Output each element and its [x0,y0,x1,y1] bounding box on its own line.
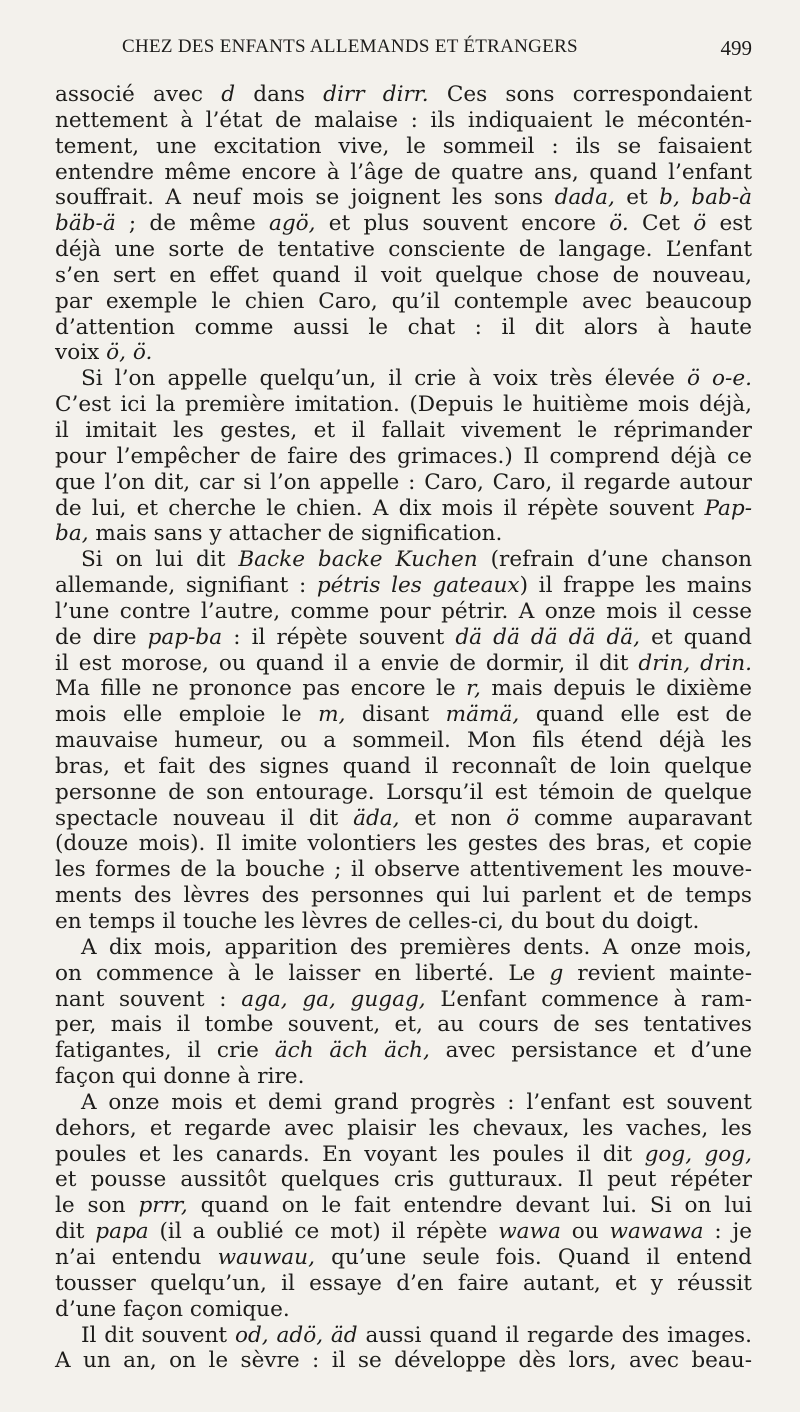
text-line [55,780,752,806]
text-run: les formes de la bouche ; il observe attentivement les mouve- [55,857,752,883]
page-number: 499 [720,36,752,60]
text-run: per, mais il tombe souvent, et, au cours de ses tentatives [55,1012,752,1038]
italic-term: od, adö, äd [234,1322,358,1348]
text-run: de dire [55,624,148,650]
text-line [55,1167,752,1193]
text-run: qu’une seule fois. Quand il entend [314,1244,753,1270]
italic-term: aga, ga, gugag, [241,986,426,1012]
text-run: poules et les canards. En voyant les poules il dit [55,1141,645,1167]
text-run: d’une façon comique. [55,1296,290,1322]
text-line [55,263,752,289]
text-run: ; de même [115,211,269,237]
text-run: mois elle emploie le [55,702,319,728]
text-line [55,134,752,160]
text-run: A un an, on le sèvre : il se développe dès lors, avec beau- [55,1348,752,1374]
text-run: par exemple le chien Caro, qu’il contemple avec beaucoup [55,288,752,314]
text-run: personne de son entourage. Lorsqu’il est témoin de quelque [55,779,752,805]
text-run: déjà une sorte de tentative consciente de langage. L’enfant [55,237,752,263]
text-line [55,160,752,186]
italic-term: agö, [268,211,316,237]
italic-term: papa [95,1219,149,1245]
text-run: voix [55,340,107,366]
text-run: C’est ici la première imitation. (Depuis le huitième mois déjà, [55,392,752,418]
text-run: Si on lui dit [81,547,239,573]
text-line [55,987,752,1013]
italic-term: ö. [609,211,629,237]
text-line [55,806,752,832]
text-run: tement, une excitation vive, le sommeil : ils se faisaient [55,133,752,159]
text-line [55,1012,752,1038]
text-run: et quand [640,624,752,650]
text-run: et plus souvent encore [315,211,610,237]
text-run: L’enfant commence à ram- [425,986,752,1012]
text-run: associé avec [55,82,222,107]
text-line [55,1297,752,1323]
text-line [55,625,752,651]
text-line [55,573,752,599]
text-run: et [614,185,660,211]
text-run: s’en sert en effet quand il voit quelque chose de nouveau, [55,262,752,288]
text-line [55,211,752,237]
text-run: tousser quelqu’un, il essaye d’en faire autant, et y réussit [55,1270,752,1296]
text-run: (douze mois). Il imite volontiers les gestes des bras, et copie [55,831,752,857]
text-run: pour l’empêcher de faire des grimaces.) Il comprend déjà ce [55,443,752,469]
text-run: avec persistance et d’une [429,1038,753,1064]
text-run: de lui, et cherche le chien. A dix mois il répète souvent [55,495,705,521]
italic-term: pétris les gateaux [316,573,520,599]
text-run: disant [345,702,446,728]
text-line [55,599,752,625]
text-run: nettement à l’état de malaise : ils indiquaient le mécontén- [55,107,752,133]
italic-term: b, bab-à [659,185,752,211]
text-run: comme auparavant [519,805,752,831]
text-line [55,702,752,728]
italic-term: prrr, [138,1193,188,1219]
italic-term: m, [318,702,346,728]
text-run: que l’on dit, car si l’on appelle : Caro, Caro, il regarde autour [55,469,752,495]
text-run: spectacle nouveau il dit [55,805,354,831]
text-run: quand elle est de [519,702,752,728]
italic-term: dada, [554,185,615,211]
italic-term: d [221,82,236,107]
italic-term: ö [506,805,520,831]
italic-term: Backe backe Kuchen [238,547,478,573]
italic-term: pap-ba [147,624,223,650]
italic-term: ö o-e. [686,366,752,392]
text-line [55,444,752,470]
text-line [55,754,752,780]
text-run: il imitait les gestes, et il fallait vivement le réprimander [55,417,752,443]
text-run: dehors, et regarde avec plaisir les chevaux, les vaches, les [55,1115,752,1141]
italic-term: gog, gog, [644,1141,752,1167]
text-run: et pousse aussitôt quelques cris gutturaux. Il peut répéter [55,1167,752,1193]
text-run: fatigantes, il crie [55,1038,275,1064]
text-run: ou [560,1219,610,1245]
italic-term: dä dä dä dä dä, [455,624,641,650]
italic-term: dirr dirr. [323,82,429,107]
text-run: l’une contre l’autre, comme pour pétrir. A onze mois il cesse [55,598,752,624]
text-line [55,676,752,702]
italic-term: wawawa [609,1219,704,1245]
text-run: aussi quand il regarde des images. [357,1322,752,1348]
body-text [55,82,752,1374]
text-line [55,366,752,392]
text-run: revient mainte- [563,960,752,986]
italic-term: ö [693,211,707,237]
text-run: mauvaise humeur, ou a sommeil. Mon fils étend déjà les [55,728,752,754]
italic-term: bäb-ä [55,211,116,237]
text-run: Ma fille ne prononce pas encore le [55,676,467,702]
text-line [55,1219,752,1245]
text-line [55,418,752,444]
text-line [55,883,752,909]
italic-term: drin, drin. [638,650,753,676]
text-run: : il répète souvent [222,624,456,650]
italic-term: g [549,960,564,986]
text-run: (il a oublié ce mot) il répète [148,1219,499,1245]
text-run: ments des lèvres des personnes qui lui parlent et de temps [55,883,752,909]
text-run: Ces sons correspondaient [428,82,753,107]
text-line [55,108,752,134]
text-run: nant souvent : [55,986,242,1012]
text-run: Il dit souvent [81,1322,235,1348]
italic-term: äda, [353,805,400,831]
text-run: bras, et fait des signes quand il reconnaît de loin quelque [55,753,752,779]
text-line [55,1323,752,1349]
italic-term: wawa [498,1219,561,1245]
text-run: dit [55,1219,96,1245]
text-run: le son [55,1193,139,1219]
text-line [55,237,752,263]
text-run: quand on le fait entendre devant lui. Si on lui [187,1193,752,1219]
italic-term: mämä, [445,702,520,728]
text-line [55,521,752,547]
text-line [55,651,752,677]
text-line [55,315,752,341]
text-run: n’ai entendu [55,1244,218,1270]
text-run: A onze mois et demi grand progrès : l’enfant est souvent [81,1089,752,1115]
text-line [55,496,752,522]
text-line [55,1038,752,1064]
text-run: d’attention comme aussi le chat : il dit alors à haute [55,314,752,340]
text-line [55,1064,752,1090]
text-line [55,82,752,108]
italic-term: ba, [55,521,89,547]
text-run: (refrain d’une chanson [477,547,752,573]
text-line [55,289,752,315]
text-run: Si l’on appelle quelqu’un, il crie à voix très élevée [81,366,687,392]
text-line [55,831,752,857]
text-line [55,185,752,211]
page-header [55,36,752,72]
text-line [55,1193,752,1219]
text-run: en temps il touche les lèvres de celles-ci, du bout du doigt. [55,909,700,934]
text-run: ) il frappe les mains [519,573,753,599]
text-run: Cet [628,211,694,237]
italic-term: äch äch äch, [274,1038,430,1064]
text-run: mais sans y attacher de signification. [88,521,503,547]
text-run: est [706,211,752,237]
text-line [55,470,752,496]
italic-term: Pap- [704,495,752,521]
text-line [55,728,752,754]
text-run: : je [703,1219,752,1245]
text-run: on commence à le laisser en liberté. Le [55,960,550,986]
text-line [55,340,752,366]
text-run: entendre même encore à l’âge de quatre ans, quand l’enfant [55,159,752,185]
text-run: mais depuis le dixième [480,676,752,702]
text-line [55,909,752,935]
italic-term: r, [466,676,481,702]
text-line [55,1142,752,1168]
text-run: dans [235,82,324,107]
text-run: A dix mois, apparition des premières dents. A onze mois, [81,934,752,960]
running-head: CHEZ DES ENFANTS ALLEMANDS ET ÉTRANGERS [122,36,578,57]
text-line [55,1116,752,1142]
italic-term: ö, ö. [106,340,153,366]
text-line [55,857,752,883]
text-run: et non [399,805,507,831]
text-run: allemande, signifiant : [55,573,317,599]
text-line [55,1245,752,1271]
text-line [55,1090,752,1116]
text-run: souffrait. A neuf mois se joignent les sons [55,185,555,211]
text-line [55,547,752,573]
text-line [55,1348,752,1374]
text-line [55,935,752,961]
text-run: il est morose, ou quand il a envie de dormir, il dit [55,650,639,676]
text-run: façon qui donne à rire. [55,1064,305,1090]
text-line [55,961,752,987]
italic-term: wauwau, [217,1244,315,1270]
text-line [55,392,752,418]
text-line [55,1271,752,1297]
